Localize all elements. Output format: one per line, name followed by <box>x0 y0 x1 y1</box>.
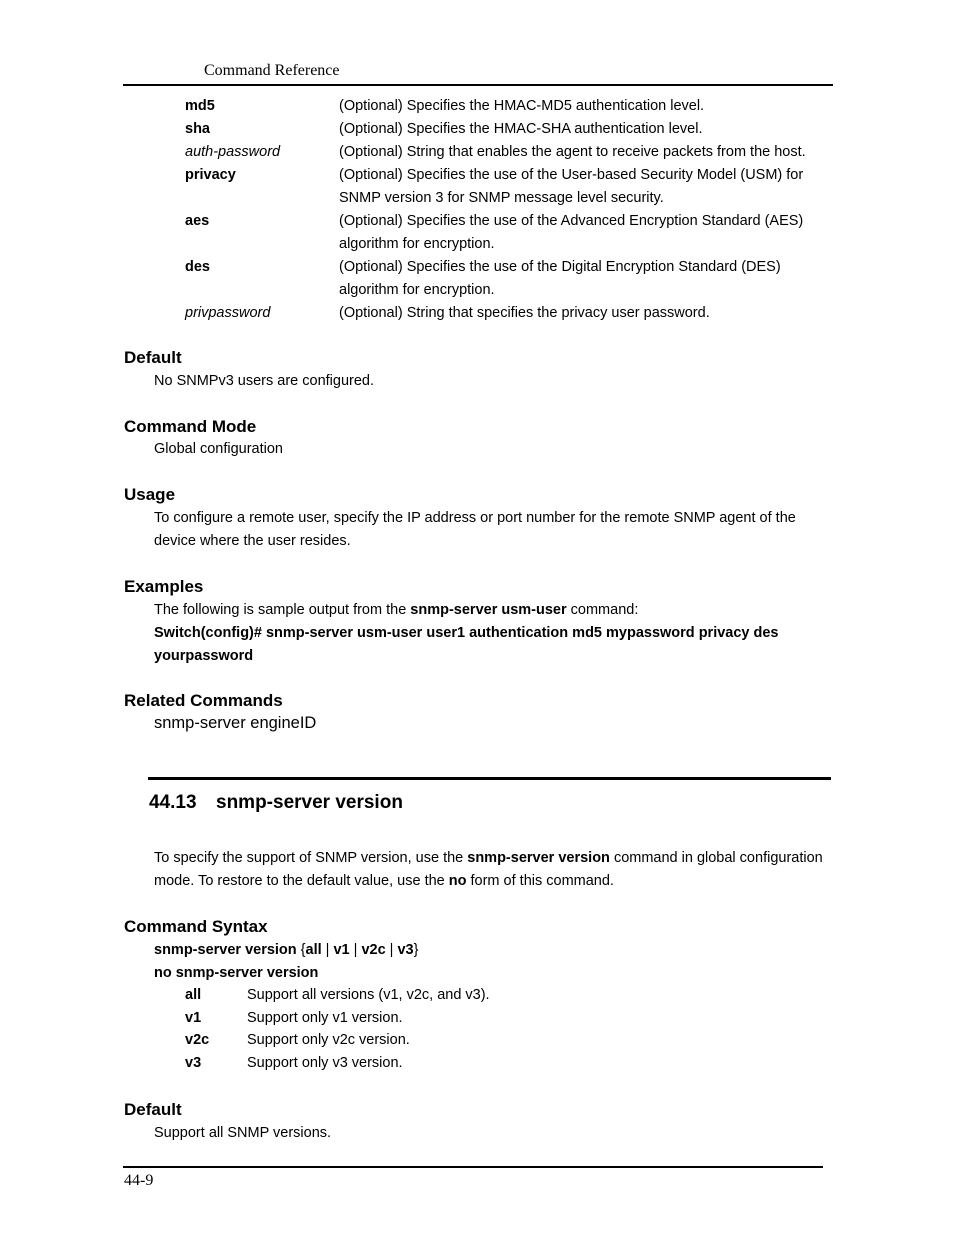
param-row-privpassword <box>185 302 825 325</box>
footer-rule <box>123 1166 823 1168</box>
option-name: v1 <box>185 1009 202 1026</box>
param-desc-line: (Optional) Specifies the use of the Digital Encryption Standard (DES) <box>339 259 781 275</box>
param-name: auth-password <box>185 144 281 160</box>
param-row-privacy <box>185 164 825 210</box>
section-rule <box>148 777 831 780</box>
param-desc-line: algorithm for encryption. <box>339 236 495 252</box>
param-desc-line: algorithm for encryption. <box>339 282 495 298</box>
param-name: md5 <box>185 98 215 114</box>
syntax-options-table <box>185 984 490 1075</box>
command-mode-text: Global configuration <box>154 441 283 457</box>
related-command-link: snmp-server engineID <box>154 714 317 732</box>
default-heading: Default <box>124 348 182 367</box>
examples-intro <box>154 599 834 622</box>
option-name: v3 <box>185 1055 202 1072</box>
header-rule <box>123 84 833 86</box>
intro-no: no <box>448 873 467 889</box>
default-text: No SNMPv3 users are configured. <box>154 373 375 389</box>
option-name: v2c <box>185 1032 210 1049</box>
param-name: privpassword <box>185 305 271 321</box>
page-number: 44-9 <box>124 1172 154 1189</box>
default-text-2: Support all SNMP versions. <box>154 1125 332 1141</box>
usage-heading: Usage <box>124 485 176 504</box>
intro-line <box>154 870 834 893</box>
option-desc: Support only v1 version. <box>247 1009 403 1026</box>
syntax-sep: | <box>321 942 334 958</box>
param-desc <box>339 256 825 302</box>
param-name: privacy <box>185 167 236 183</box>
related-commands-heading: Related Commands <box>124 691 283 710</box>
command-syntax-heading: Command Syntax <box>124 917 268 936</box>
examples-intro-post: command: <box>566 602 639 618</box>
syntax-open: { <box>296 942 306 958</box>
syntax-v3: v3 <box>397 942 414 958</box>
intro-cmd: snmp-server version <box>467 850 610 866</box>
section-intro <box>154 847 834 893</box>
param-row-aes <box>185 210 825 256</box>
examples-text <box>154 599 834 668</box>
option-row-all <box>185 984 490 1007</box>
param-desc: (Optional) String that enables the agent to receive packets from the host. <box>339 144 806 160</box>
option-desc: Support all versions (v1, v2c, and v3). <box>247 987 490 1003</box>
syntax-cmd: snmp-server version <box>154 942 297 958</box>
param-name: des <box>185 259 210 275</box>
usage-line: To configure a remote user, specify the IP address or port number for the remote SNMP agent of the <box>154 510 796 526</box>
intro-line2-post: form of this command. <box>466 873 614 889</box>
param-row-md5 <box>185 95 825 118</box>
intro-line2-pre: mode. To restore to the default value, use the <box>154 873 449 889</box>
examples-intro-pre: The following is sample output from the <box>154 602 411 618</box>
param-row-sha <box>185 118 825 141</box>
option-row-v1 <box>185 1007 490 1030</box>
section-number: 44.13 <box>149 792 197 813</box>
example-command-line: yourpassword <box>154 648 254 664</box>
examples-heading: Examples <box>124 577 204 596</box>
option-desc: Support only v3 version. <box>247 1055 403 1072</box>
command-mode-heading: Command Mode <box>124 417 257 436</box>
option-row-v3 <box>185 1052 490 1075</box>
param-row-des <box>185 256 825 302</box>
intro-mid: command in global configuration <box>609 850 823 866</box>
option-name: all <box>185 987 202 1003</box>
parameter-table <box>185 95 825 325</box>
command-syntax <box>154 939 834 985</box>
param-desc: (Optional) Specifies the HMAC-MD5 authentication level. <box>339 98 705 114</box>
param-desc <box>339 164 825 210</box>
usage-line: device where the user resides. <box>154 533 351 549</box>
syntax-no-form: no snmp-server version <box>154 965 319 981</box>
param-row-auth-password <box>185 141 825 164</box>
running-header: Command Reference <box>204 62 340 79</box>
param-desc-line: (Optional) Specifies the use of the User-based Security Model (USM) for <box>339 167 804 183</box>
param-desc-line: SNMP version 3 for SNMP message level security. <box>339 190 664 206</box>
param-desc-line: (Optional) Specifies the use of the Advanced Encryption Standard (AES) <box>339 213 804 229</box>
example-command-line: Switch(config)# snmp-server usm-user user1 authentication md5 mypassword privacy des <box>154 625 779 641</box>
syntax-line <box>154 939 834 962</box>
intro-pre: To specify the support of SNMP version, use the <box>154 850 468 866</box>
param-desc: (Optional) Specifies the HMAC-SHA authentication level. <box>339 121 703 137</box>
param-desc <box>339 210 825 256</box>
intro-line <box>154 847 834 870</box>
section-title <box>149 792 403 814</box>
param-name: aes <box>185 213 210 229</box>
usage-text <box>154 507 834 553</box>
param-name: sha <box>185 121 210 137</box>
section-name: snmp-server version <box>216 792 403 813</box>
option-desc: Support only v2c version. <box>247 1032 410 1049</box>
syntax-v2c: v2c <box>361 942 386 958</box>
syntax-v1: v1 <box>333 942 350 958</box>
option-row-v2c <box>185 1029 490 1052</box>
syntax-all: all <box>305 942 322 958</box>
examples-intro-cmd: snmp-server usm-user <box>410 602 567 618</box>
syntax-sep: | <box>385 942 398 958</box>
syntax-sep: | <box>349 942 362 958</box>
default-heading-2: Default <box>124 1100 182 1119</box>
syntax-close: } <box>413 942 419 958</box>
param-desc: (Optional) String that specifies the privacy user password. <box>339 305 710 321</box>
